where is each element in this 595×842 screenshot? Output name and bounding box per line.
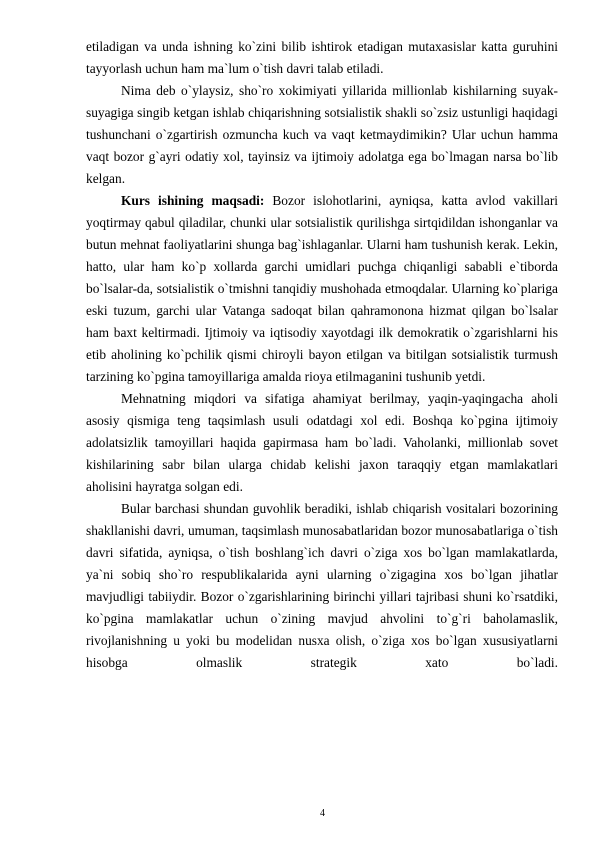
- paragraph-3-body: Bozor islohotlarini, ayniqsa, katta avlod vakillari yoqtirmay qabul qiladilar, chunki ular sotsialistik qurilishga sirtqidildan ishonganlar va butun mehnat faoliyatlarini shunga bag`ishlaganlar. Ularni ham tushunish kerak. Lekin, hatto, ular ham ko`p xollarda garchi umidlari puchga chiqanligi sababli e`tiborda bo`lsalar-da, sotsialistik o`tmishni tanqidiy mushohada etmoqdalar. Ularning ko`plariga eski tuzum, garchi ular Vatanga sadoqat bilan qahramonona hizmat qilgan bo`lsalar ham baxt keltirmadi. Ijtimoiy va iqtisodiy xayotdagi ilk demokratik o`zgarishlarni his etib aholining ko`pchilik qismi chiroyli bayon etilgan va bitilgan sotsialistik turmush tarzining ko`pgina tamoyillariga amalda rioya etilmaganini tushunib yetdi.: [86, 193, 558, 384]
- page-number: 4: [320, 808, 325, 819]
- paragraph-3: [86, 190, 558, 388]
- paragraph-2: Nima deb o`ylaysiz, sho`ro xokimiyati yillarida millionlab kishilarning suyak-suyagiga singib ketgan ishlab chiqarishning sotsialistik shakli so`zsiz ustunligi haqidagi tushunchani o`zgartirish ozmuncha kuch va vaqt ketmaydimikin? Ular uchun hamma vaqt bozor g`ayri odatiy xol, tayinsiz va ijtimoiy adolatga ega bo`lmagan narsa bo`lib kelgan.: [86, 83, 558, 186]
- paragraph-4: Mehnatning miqdori va sifatiga ahamiyat berilmay, yaqin-yaqingacha aholi asosiy qismiga teng taqsimlash usuli odatdagi xol edi. Boshqa ko`pgina ijtimoiy adolatsizlik tamoyillari haqida gapirmasa ham bo`ladi. Vaholanki, millionlab sovet kishilarining sabr bilan ularga chidab kelishi jaxon taraqqiy etgan mamlakatlari aholisini hayratga solgan edi.: [86, 391, 558, 494]
- paragraph-3-lead: Kurs ishining maqsadi:: [121, 193, 265, 208]
- paragraph-1: etiladigan va unda ishning ko`zini bilib ishtirok etadigan mutaxasislar katta guruhini tayyorlash uchun ham ma`lum o`tish davri talab etiladi.: [86, 39, 558, 76]
- paragraph-5: Bular barchasi shundan guvohlik beradiki, ishlab chiqarish vositalari bozorining shakllanishi davri, umuman, taqsimlash munosabatlaridan bozor munosabatlariga o`tish davri sifatida, ayniqsa, o`tish boshlang`ich davri o`ziga xos bo`lgan mamlakatlarda, ya`ni sobiq sho`ro respublikalarida ayni ularning o`zigagina xos bo`lgan jihatlar mavjudligi tabiiydir. Bozor o`zgarishlarining birinchi yillari tajribasi shuni ko`rsatdiki, ko`pgina mamlakatlar uchun o`zining mavjud ahvolini to`g`ri baholamaslik, rivojlanishning u yoki bu modelidan nusxa olish, o`ziga xos bo`lgan xususiyatlarni hisobga olmaslik strategik xato bo`ladi.: [86, 501, 558, 670]
- document-page: [86, 36, 558, 674]
